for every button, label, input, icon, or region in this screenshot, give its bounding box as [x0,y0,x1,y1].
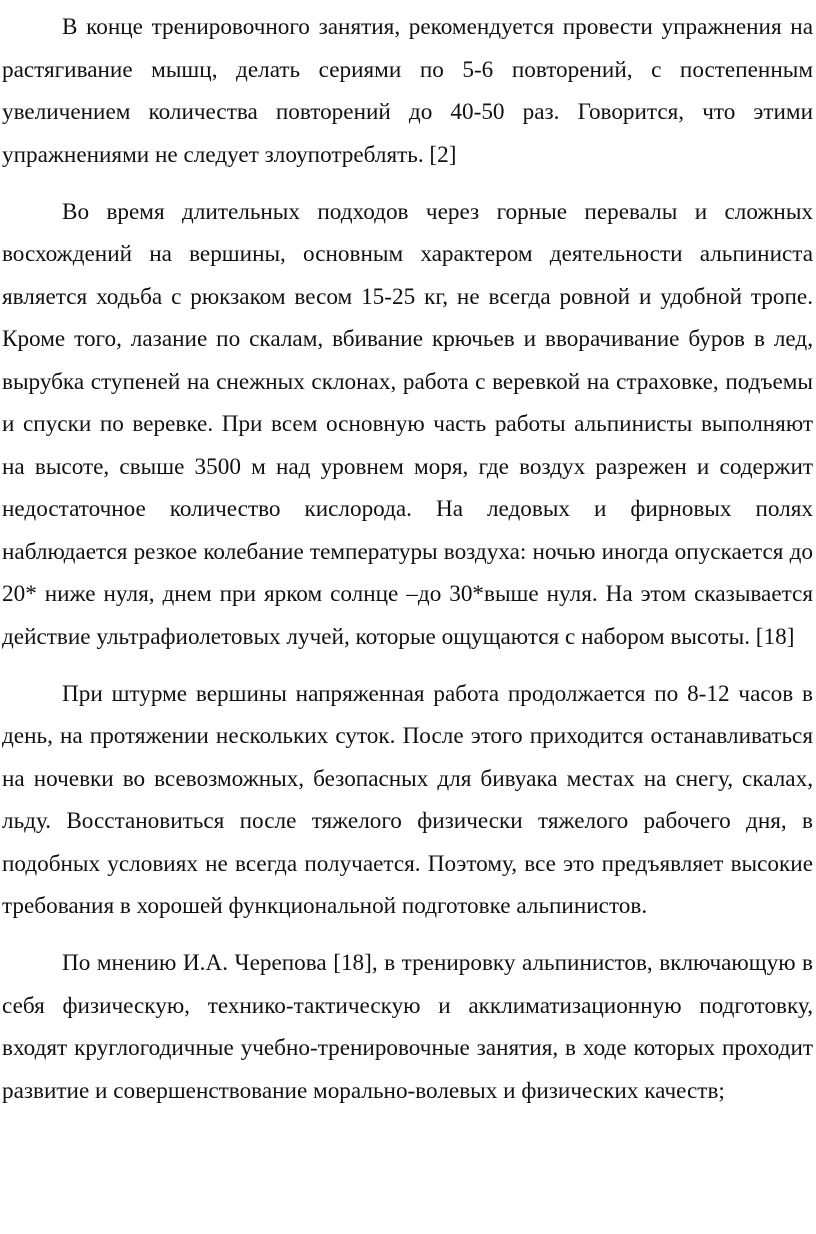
paragraph-stretching-exercises: В конце тренировочного занятия, рекомендуется провести упражнения на растягивание мышц, делать сериями по 5-6 повторений, с постепенным увеличением количества повторений до 40-50 раз. Говорится, что этими упражнениями не следует злоупотреблять. [2] [2,14,813,168]
paragraph-training-structure: По мнению И.А. Черепова [18], в тренировку альпинистов, включающую в себя физическую, технико-тактическую и акклиматизационную подготовку, входят круглогодичные учебно-тренировочные занятия, в ходе которых проходит развитие и совершенствование морально-волевых и физических качеств; [2,950,813,1104]
document-page [0,6,816,1127]
paragraph-summit-assault: При штурме вершины напряженная работа продолжается по 8-12 часов в день, на протяжении нескольких суток. После этого приходится останавливаться на ночевки во всевозможных, безопасных для бивуака местах на снегу, скалах, льду. Восстановиться после тяжелого физически тяжелого рабочего дня, в подобных условиях не всегда получается. Поэтому, все это предъявляет высокие требования в хорошей функциональной подготовке альпинистов. [2,680,813,919]
paragraph-climbing-conditions: Во время длительных подходов через горные перевалы и сложных восхождений на вершины, основным характером деятельности альпиниста является ходьба с рюкзаком весом 15-25 кг, не всегда ровной и удобной тропе. Кроме того, лазание по скалам, вбивание крючьев и вворачивание буров в лед, вырубка ступеней на снежных склонах, работа с веревкой на страховке, подъемы и спуски по веревке. При всем основную часть работы альпинисты выполняют на высоте, свыше 3500 м над уровнем моря, где воздух разрежен и содержит недостаточное количество кислорода. На ледовых и фирновых полях наблюдается резкое колебание температуры воздуха: ночью иногда опускается до 20* ниже нуля, днем при ярком солнце –до 30*выше нуля. На этом сказывается действие ультрафиолетовых лучей, которые ощущаются с набором высоты. [18] [2,198,813,650]
